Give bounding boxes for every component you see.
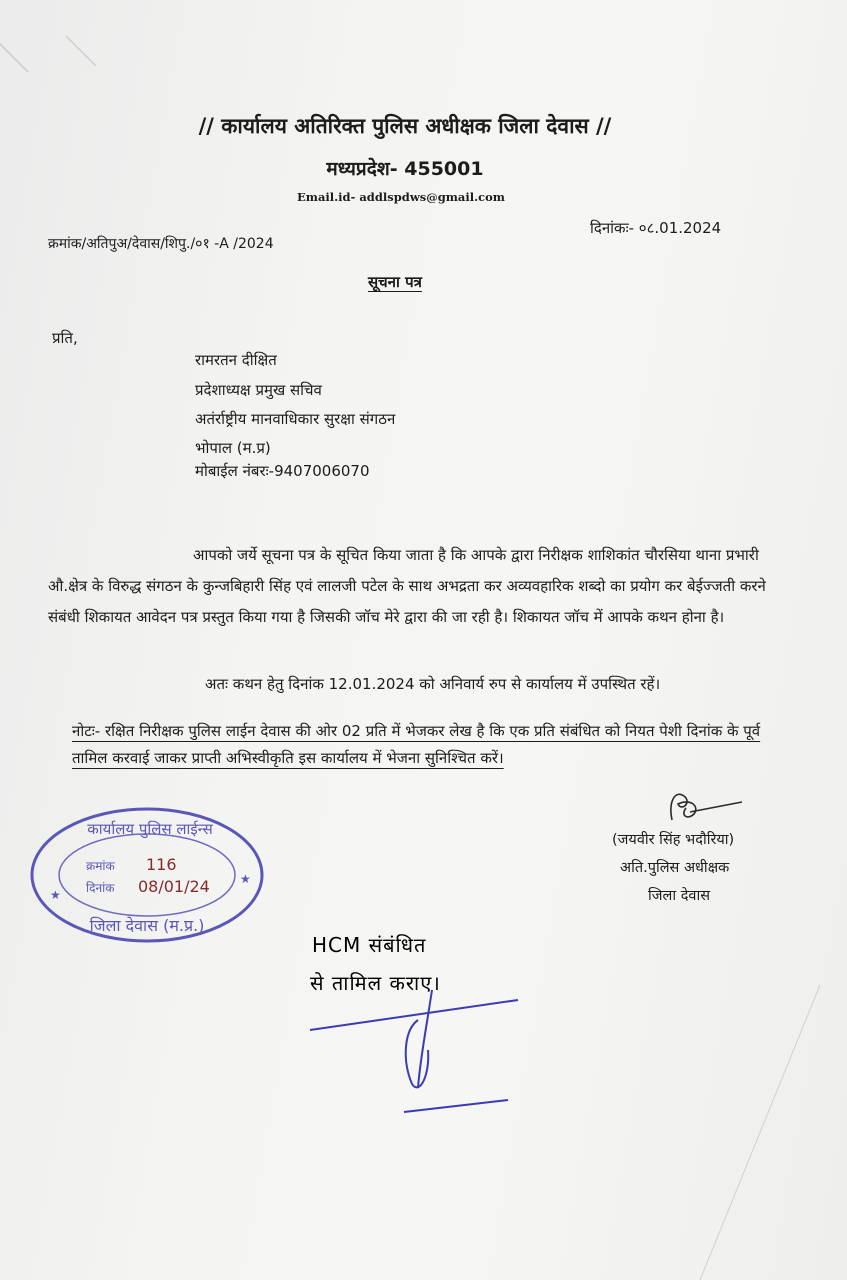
recipient-mobile: मोबाईल नंबरः-9407006070	[195, 462, 370, 480]
stamp-inner-ring	[59, 834, 235, 916]
stamp-bottom-text: जिला देवास (म.प्र.)	[89, 916, 205, 935]
stamp-number-label: क्रमांक	[86, 859, 115, 873]
letter-subject: सूचना पत्र	[368, 273, 422, 291]
recipient-organization: अतंर्राष्ट्रीय मानवाधिकार सुरक्षा संगठन	[195, 410, 396, 428]
stamp-number-value: 116	[146, 855, 177, 874]
signatory-designation: अति.पुलिस अधीक्षक	[620, 860, 730, 876]
office-location: मध्यप्रदेश- 455001	[326, 158, 484, 180]
handwritten-line-1: HCM संबंधित	[312, 933, 427, 957]
officer-signature	[671, 794, 742, 820]
recipient-designation: प्रदेशाध्यक्ष प्रमुख सचिव	[195, 381, 322, 399]
recipient-name: रामरतन दीक्षित	[195, 351, 277, 369]
handwritten-line-2: से तामिल कराए।	[310, 971, 441, 995]
scratch-mark	[66, 36, 96, 66]
stamp-star-icon: ★	[240, 872, 251, 886]
body-paragraph: आपको जर्ये सूचना पत्र के सूचित किया जाता है कि आपके द्वारा निरीक्षक शाशिकांत चौरसिया थाना प्रभारी औ.क्षेत्र के विरुद्ध संगठन के कुन्जबिहारी सिंह एवं लालजी पटेल के साथ अभद्रता कर अव्यवहारिक शब्दो का प्रयोग कर बेईज्जती करने संबंधी शिकायत आवेदन पत्र प्रस्तुत किया गया है जिसकी जॉच मेरे द्वारा की जा रही है। शिकायत जॉच में आपके कथन होना है।	[48, 546, 766, 626]
stamp-date-value: 08/01/24	[138, 877, 210, 896]
office-title: // कार्यालय अतिरिक्त पुलिस अधीक्षक जिला देवास //	[198, 114, 612, 138]
stamp-top-text: कार्यालय पुलिस लाईन्स	[87, 820, 213, 838]
signatory-place: जिला देवास	[648, 888, 711, 904]
attendance-paragraph: अतः कथन हेतु दिनांक 12.01.2024 को अनिवार्य रुप से कार्यालय में उपस्थित रहें।	[205, 675, 661, 693]
salutation: प्रति,	[52, 329, 78, 347]
reference-number: क्रमांक/अतिपुअ/देवास/शिपु./०१ -A /2024	[48, 236, 274, 252]
handwritten-signature	[310, 990, 518, 1112]
stamp-star-icon: ★	[50, 888, 61, 902]
fold-line	[700, 985, 820, 1280]
office-email: Email.id- addlspdws@gmail.com	[297, 190, 505, 204]
stamp-date-label: दिनांक	[86, 881, 115, 895]
recipient-city: भोपाल (म.प्र)	[195, 439, 271, 457]
office-stamp	[32, 809, 262, 941]
note-paragraph: नोटः- रक्षित निरीक्षक पुलिस लाईन देवास की ओर 02 प्रति में भेजकर लेख है कि एक प्रति संबंधित को नियत पेशी दिनांक के पूर्व तामिल करवाई जाकर प्राप्ती अभिस्वीकृति इस कार्यालय में भेजना सुनिश्चित करें।	[72, 722, 761, 767]
signatory-name: (जयवीर सिंह भदौरिया)	[612, 832, 735, 848]
scratch-mark	[0, 44, 28, 72]
reference-date: दिनांकः- ०८.01.2024	[590, 219, 722, 237]
